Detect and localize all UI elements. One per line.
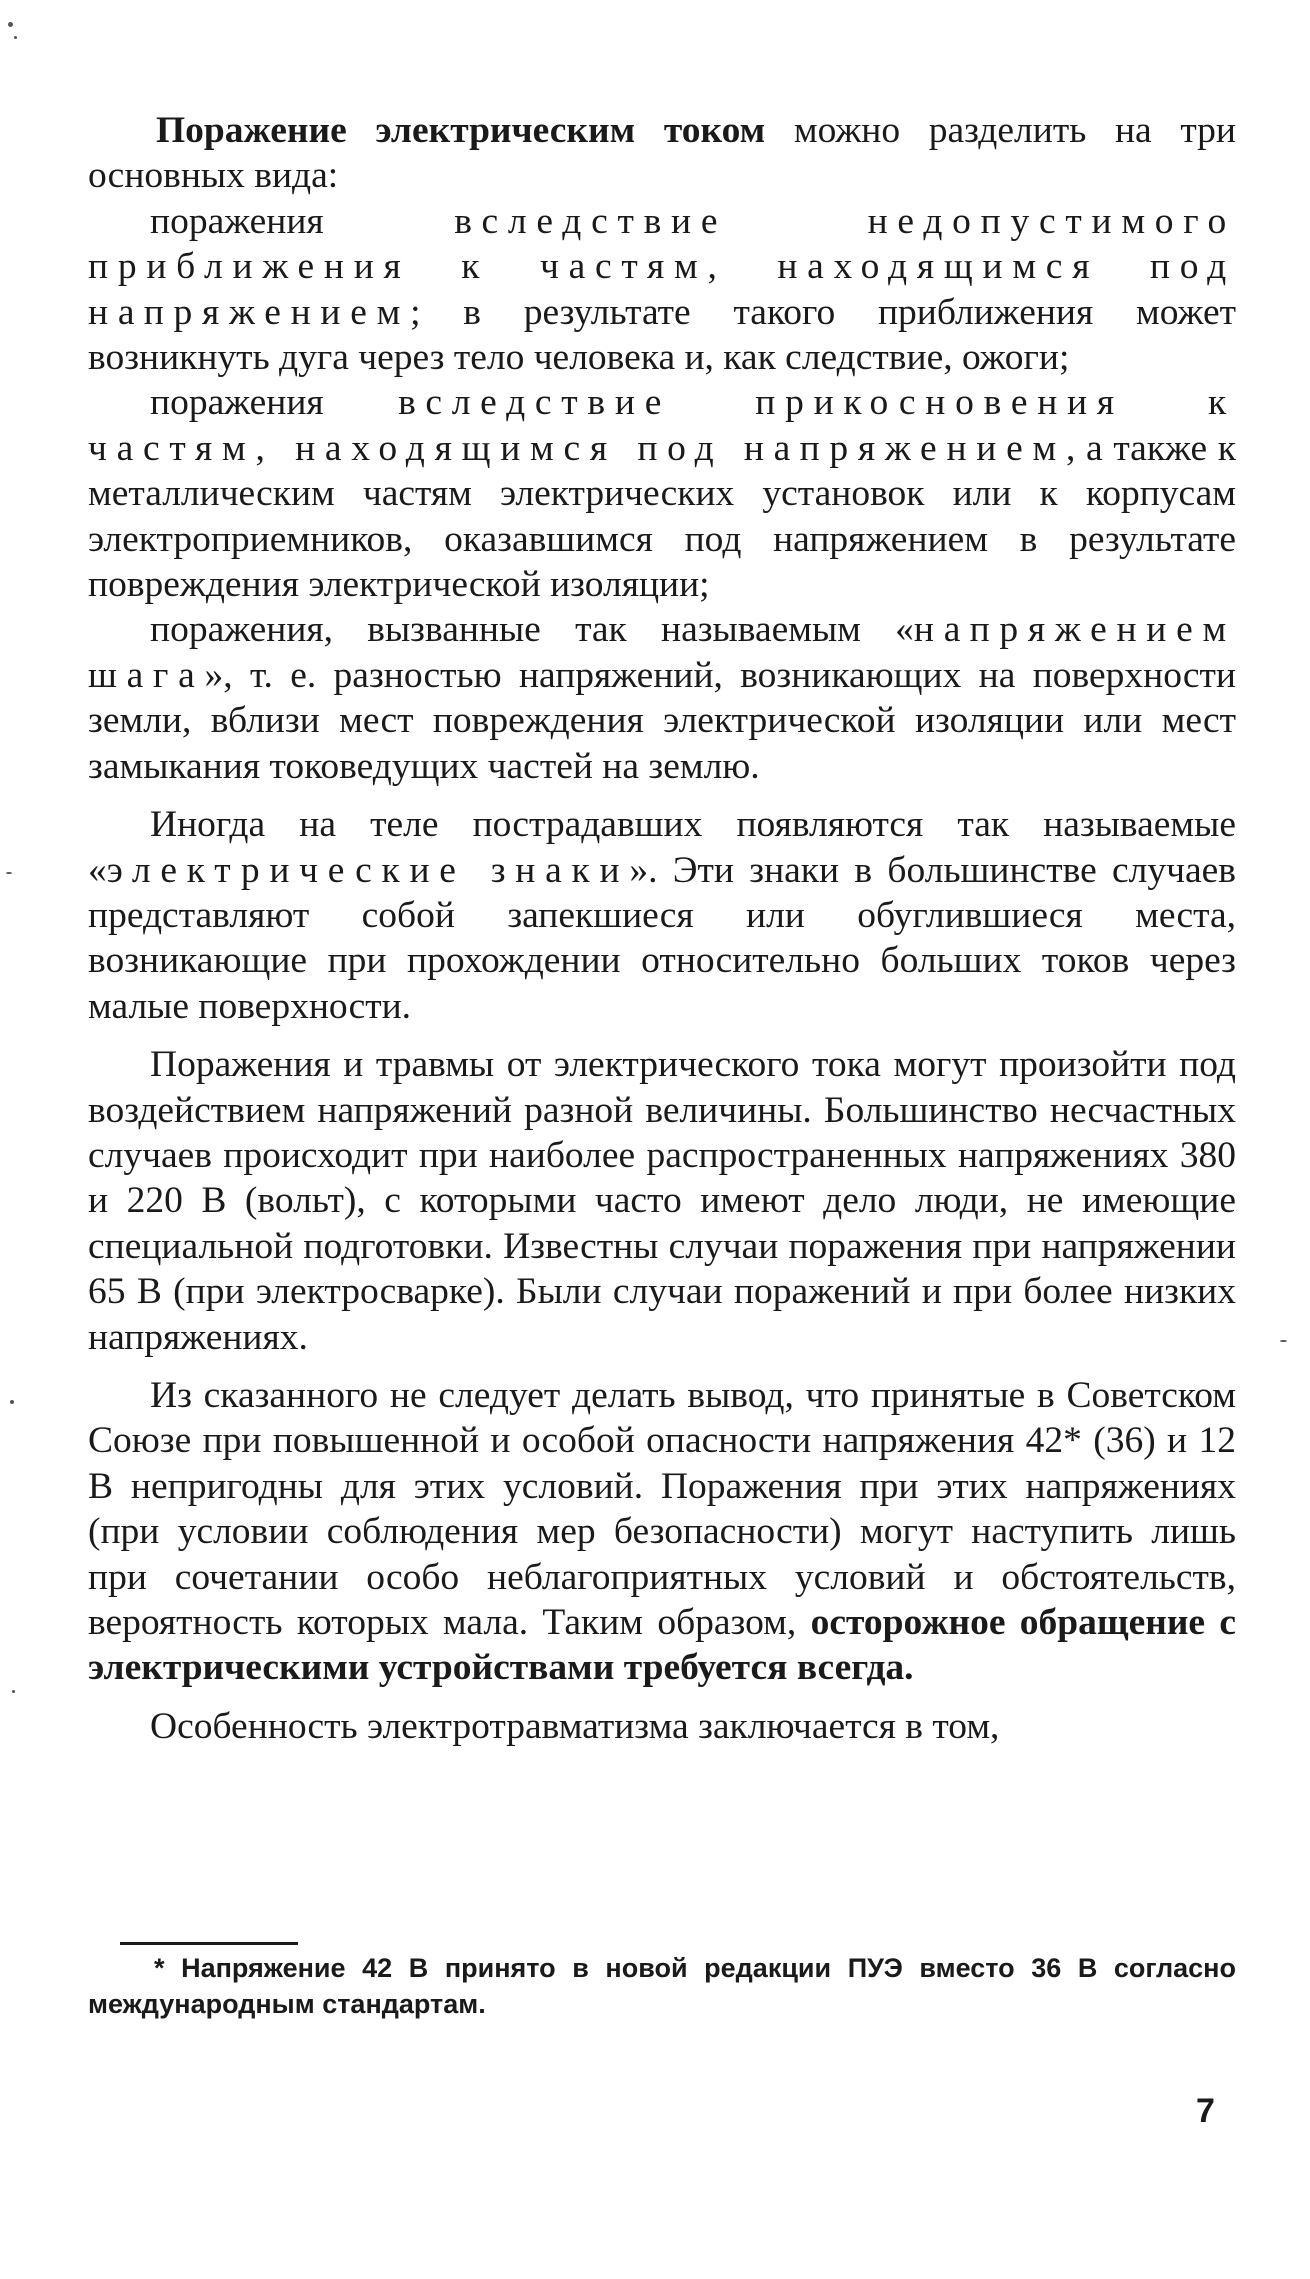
paragraph-continuation: Особенность электротравматизма заключается в том, <box>150 1705 1000 1747</box>
bold-warning: осторожное обращение с электрическими устройствами требуется всегда. <box>88 1602 1236 1689</box>
paragraph-voltages: Поражения и травмы от электрического тока могут произойти под воздействием напряжений разной величины. Большинство несчастных случаев происходит при наиболее распространенных напряжениях 380 и 220 В (вольт), с которыми часто имеют дело люди, не имеющие специальной подготовки. Известны случаи поражения при напряжении 65 В (при электросварке). Были случаи поражений и при более низких напряжениях. <box>88 1044 1236 1358</box>
spaced-emphasis: электрические знаки <box>106 849 630 891</box>
text-span: Иногда на теле пострадавших появляются так называемые « <box>88 804 1236 891</box>
spaced-emphasis: вследствие прикосновения к частям, находящимся под напряжением <box>88 382 1236 469</box>
scan-speck <box>12 1690 15 1693</box>
text-span: ; в результате такого приближения может возникнуть дуга через тело человека и, как следствие, ожоги; <box>88 291 1236 379</box>
text-span: , а также к металлическим частям электрических установок или к корпусам электроприемников, оказавшимся под напряжением в результате повреждения электрической изоляции; <box>88 427 1236 606</box>
page-number: 7 <box>1196 2092 1215 2130</box>
scan-speck <box>10 1400 14 1404</box>
text-span: ». Эти знаки в большинстве случаев представляют собой запекшиеся или обуглившиеся места, возникающие при прохождении относительно больших токов через малые поверхности. <box>88 849 1236 1027</box>
scan-speck <box>8 22 13 27</box>
paragraph-intro-text: можно разделить на три основных вида: <box>88 110 1236 197</box>
footnote: * Напряжение 42 В принято в новой редакции ПУЭ вместо 36 В согласно международным стандартам. <box>88 1953 1236 2019</box>
paragraph-intro <box>88 108 1236 199</box>
scan-speck <box>14 36 17 39</box>
text-span: поражения <box>150 382 399 424</box>
paragraph-type-approach <box>88 199 1236 381</box>
text-span: поражения, вызванные так называемым « <box>150 609 914 651</box>
paragraph-electric-signs <box>88 802 1236 1029</box>
text-span: », т. е. разностью напряжений, возникающих на поверхности земли, вблизи мест повреждения электрической изоляции или мест замыкания токоведущих частей на землю. <box>88 654 1236 787</box>
footnote-divider <box>120 1942 298 1945</box>
spaced-emphasis: вследствие недопустимого приближения к частям, находящимся под напряжением <box>88 200 1236 333</box>
paragraph-conclusion <box>88 1373 1236 1691</box>
scan-speck <box>1280 1340 1287 1342</box>
page-body <box>88 108 1236 1749</box>
paragraph-type-step-voltage <box>88 607 1236 789</box>
spaced-emphasis: напряжением шага <box>88 609 1236 696</box>
text-span: поражения <box>150 200 455 242</box>
paragraph-type-contact <box>88 380 1236 607</box>
text-span: Из сказанного не следует делать вывод, что принятые в Советском Союзе при повышенной и особой опасности напряжения 42* (36) и 12 В непригодны для этих условий. Поражения при этих напряжениях (при условии соблюдения мер безопасности) могут наступить лишь при сочетании особо неблагоприятных условий и обстоятельств, вероятность которых мала. Таким образом, <box>88 1374 1236 1643</box>
bold-term-electric-shock: Поражение электрическим током <box>156 110 766 151</box>
scan-speck <box>6 872 12 874</box>
